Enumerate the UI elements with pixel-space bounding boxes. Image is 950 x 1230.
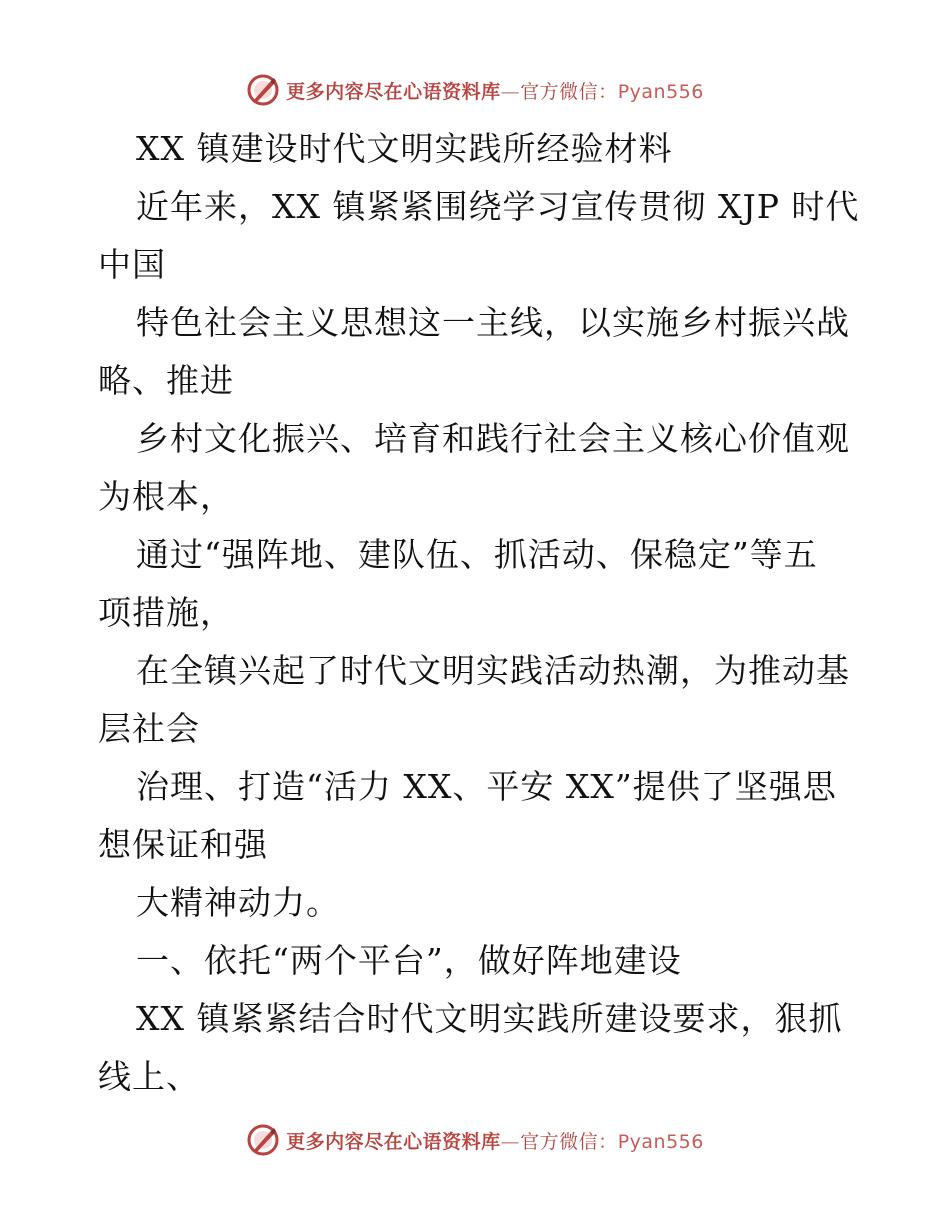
paragraph-line: 中国 [98, 245, 166, 284]
footer-watermark [0, 1120, 950, 1160]
paragraph-line: 层社会 [98, 709, 200, 748]
paragraph-line: 项措施， [98, 593, 234, 632]
pen-logo-icon [246, 1123, 280, 1157]
pen-logo-icon [246, 73, 280, 107]
watermark-text: 更多内容尽在心语资料库—官方微信：Pyan556 [286, 80, 704, 103]
paragraph-line: 通过“强阵地、建队伍、抓活动、保稳定”等五 [136, 535, 818, 574]
paragraph-line: 线上、 [98, 1057, 200, 1096]
section-heading: 一、依托“两个平台”，做好阵地建设 [136, 941, 682, 980]
paragraph-line: 特色社会主义思想这一主线，以实施乡村振兴战 [136, 303, 850, 342]
document-body [98, 120, 858, 1106]
paragraph-line: 想保证和强 [98, 825, 268, 864]
paragraph-line: 治理、打造“活力 XX、平安 XX”提供了坚强思 [136, 767, 837, 806]
paragraph-line: 大精神动力。 [136, 883, 340, 922]
paragraph-line: 近年来，XX 镇紧紧围绕学习宣传贯彻 XJP 时代 [136, 187, 860, 226]
header-watermark [0, 70, 950, 110]
watermark-text: 更多内容尽在心语资料库—官方微信：Pyan556 [286, 1130, 704, 1153]
paragraph-line: 为根本， [98, 477, 234, 516]
paragraph-line: 在全镇兴起了时代文明实践活动热潮，为推动基 [136, 651, 850, 690]
paragraph-line: XX 镇紧紧结合时代文明实践所建设要求，狠抓 [136, 999, 843, 1038]
document-title: XX 镇建设时代文明实践所经验材料 [136, 129, 673, 168]
paragraph-line: 乡村文化振兴、培育和践行社会主义核心价值观 [136, 419, 850, 458]
paragraph-line: 略、推进 [98, 361, 234, 400]
